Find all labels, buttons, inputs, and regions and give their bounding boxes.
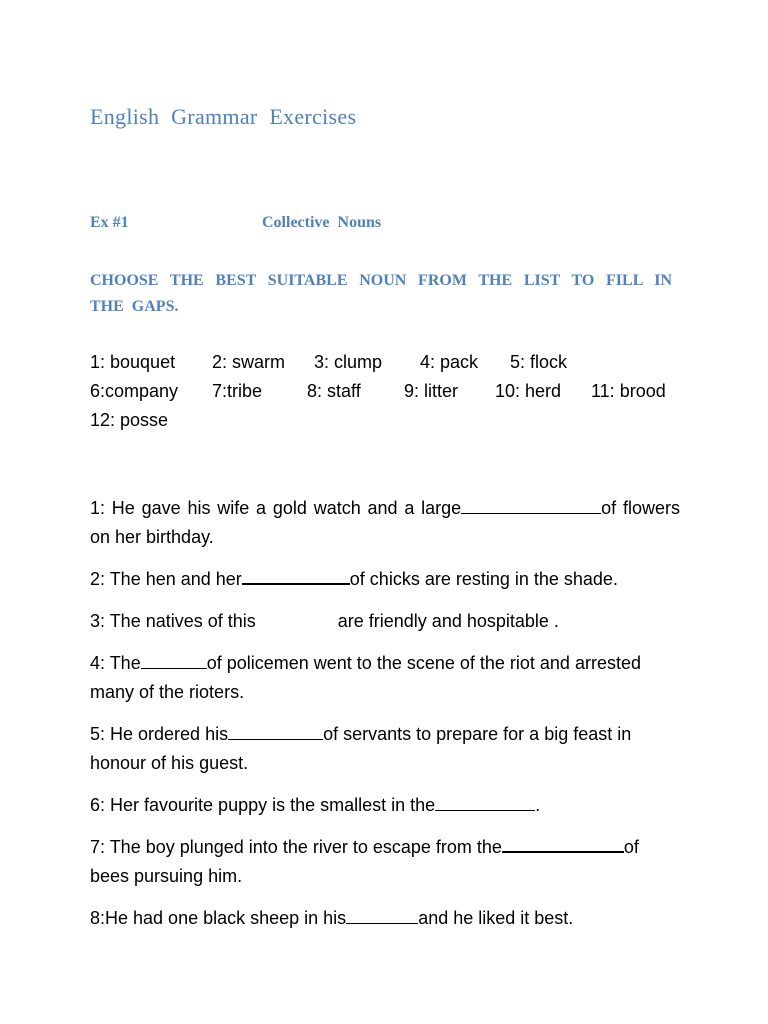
sentence-5	[90, 720, 680, 778]
sentence-text: 2: The hen and her	[90, 569, 242, 589]
noun-item: 7:tribe	[212, 381, 263, 401]
sentence-3	[90, 607, 680, 636]
answer-blank[interactable]	[141, 650, 207, 669]
sentence-7	[90, 833, 680, 891]
sentence-text: 1: He gave his wife a gold watch and a large	[90, 498, 462, 518]
answer-blank[interactable]	[242, 565, 350, 585]
answer-blank[interactable]	[228, 721, 323, 740]
noun-item: 8: staff	[307, 381, 361, 401]
sentence-6	[90, 791, 680, 820]
noun-item: 12: posse	[90, 410, 169, 430]
sentence-4	[90, 649, 680, 707]
noun-item: 3: clump	[314, 352, 383, 372]
sentence-text: 3: The natives of this	[90, 611, 256, 631]
exercise-instruction: CHOOSE THE BEST SUITABLE NOUN FROM THE LIST TO FILL IN THE GAPS.	[90, 272, 672, 315]
noun-item: 1: bouquet	[90, 352, 176, 372]
noun-item: 6:company	[90, 381, 179, 401]
noun-item: 5: flock	[510, 352, 568, 372]
sentence-1	[90, 494, 680, 552]
answer-blank[interactable]	[502, 833, 624, 853]
noun-item: 10: herd	[495, 381, 562, 401]
sentence-text: 4: The	[90, 653, 141, 673]
sentence-text: 8:He had one black sheep in his	[90, 908, 347, 928]
sentence-2	[90, 565, 680, 594]
noun-item: 4: pack	[420, 352, 479, 372]
sentence-text: of chicks are resting in the shade.	[349, 569, 618, 589]
sentence-text: are friendly and hospitable .	[337, 611, 559, 631]
sentence-text: 7: The boy plunged into the river to escape from the	[90, 837, 502, 857]
answer-blank[interactable]	[346, 905, 418, 924]
sentence-8	[90, 904, 680, 933]
answer-blank[interactable]	[461, 495, 601, 514]
sentence-text: .	[535, 795, 541, 815]
exercise-topic: Collective Nouns	[262, 214, 382, 231]
exercise-number: Ex #1	[90, 214, 129, 231]
noun-item: 2: swarm	[212, 352, 286, 372]
sentence-text: of servants to prepare for a big feast in honour of his guest.	[90, 724, 632, 773]
sentence-text: of policemen went to the scene of the riot and arrested many of the rioters.	[90, 653, 641, 702]
noun-item: 11: brood	[591, 381, 666, 401]
sentence-text: of bees pursuing him.	[90, 837, 639, 886]
sentence-text: of flowers on her birthday.	[90, 498, 680, 547]
sentence-text: and he liked it best.	[418, 908, 574, 928]
sentence-text: 6: Her favourite puppy is the smallest in the	[90, 795, 436, 815]
sentence-text: 5: He ordered his	[90, 724, 229, 744]
answer-blank[interactable]	[435, 792, 535, 811]
page-title: English Grammar Exercises	[90, 104, 357, 129]
noun-item: 9: litter	[404, 381, 459, 401]
